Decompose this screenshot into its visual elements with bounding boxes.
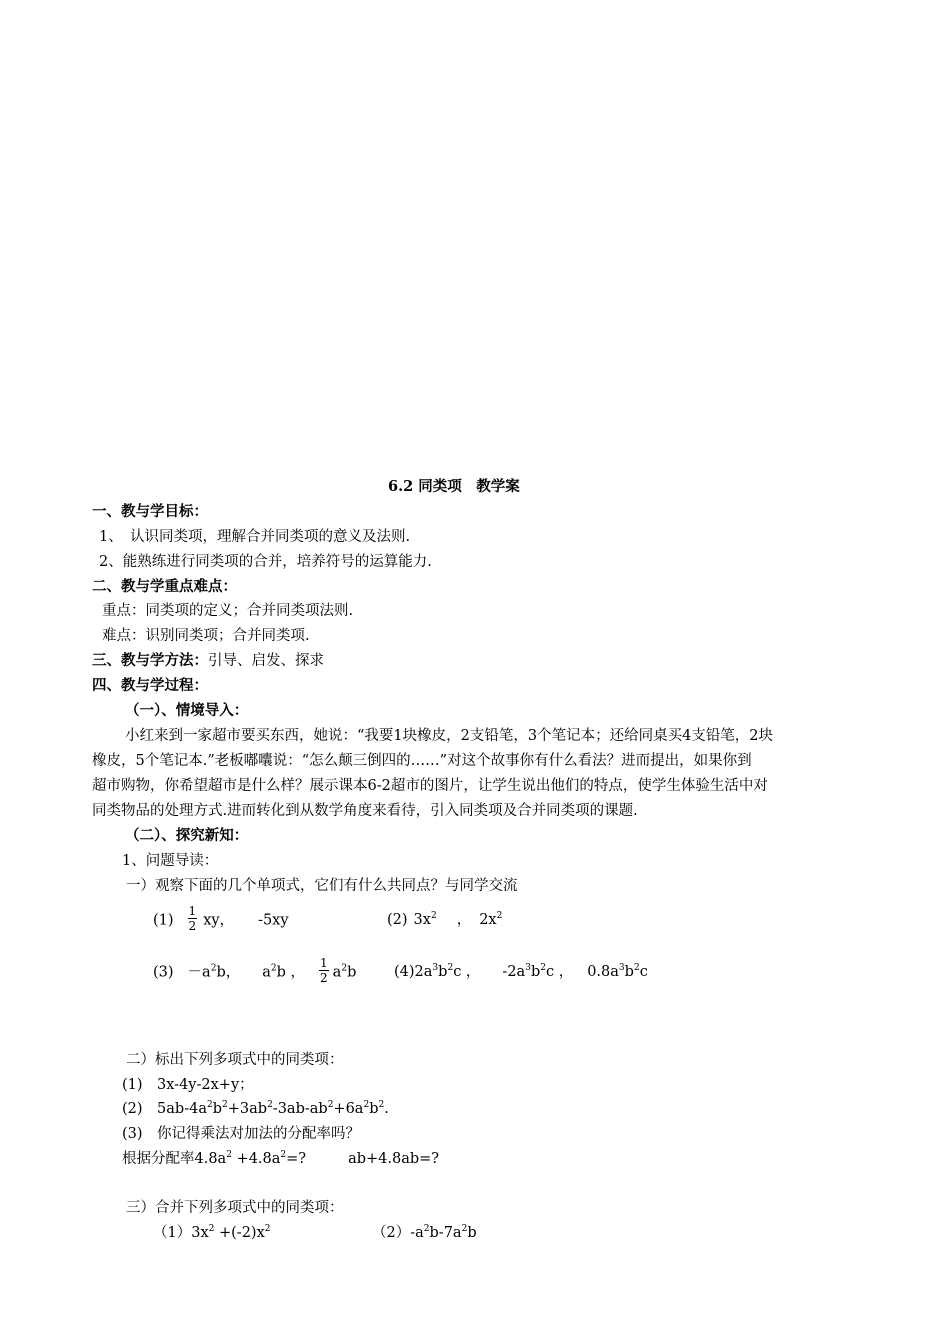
exponent: 3 [432, 963, 439, 974]
monomial-term: －a [187, 964, 211, 981]
expression-part: b-7a [429, 1225, 462, 1241]
subsection-2-heading: （二）、探究新知： [125, 827, 249, 844]
polynomial-part: (2) 5ab-4 [122, 1101, 199, 1117]
group-2-label: (2) [387, 912, 408, 928]
monomial-term: b ， [276, 964, 306, 981]
objective-2: 2、能熟练进行同类项的合并，培养符号的运算能力. [99, 554, 432, 570]
question-2-item-3: (3) 你记得乘法对加法的分配率吗？ [122, 1126, 361, 1142]
polynomial-part: +3 [227, 1101, 250, 1117]
exponent: 2 [378, 1100, 385, 1111]
polynomial-part: a [354, 1101, 364, 1117]
story-line-2: 橡皮，5个笔记本.”老板嘟囔说：“怎么颠三倒四的……”对这个故事你有什么看法？进而提出，如果你到 [92, 753, 752, 769]
expression-part: b [467, 1225, 477, 1241]
polynomial-part: ab [249, 1101, 268, 1117]
exponent: 2 [633, 963, 640, 974]
polynomial-part: b [212, 1101, 223, 1117]
exponent: 2 [222, 1100, 228, 1111]
monomial-term: 0.8a [587, 964, 619, 980]
monomial-term: 3x [413, 912, 431, 928]
distributive-text: =? [286, 1151, 307, 1167]
monomial-group-3 [153, 956, 357, 985]
section-1-heading: 一、教与学目标： [92, 503, 208, 520]
monomial-term: -2a [502, 964, 526, 980]
monomial-group-4 [394, 962, 648, 982]
monomial-term: c [639, 964, 648, 980]
expression-part: （1）3x [153, 1225, 209, 1241]
fraction-numerator: 1 [188, 904, 197, 918]
group-4-label: (4)2a [394, 964, 433, 980]
section-3 [92, 651, 324, 671]
story-line-4: 同类物品的处理方式.进而转化到从数学角度来看待，引入同类项及合并同类项的课题. [92, 803, 638, 819]
polynomial-part: . [384, 1101, 389, 1117]
question-2-item-4 [122, 1149, 439, 1169]
monomial-group-2 [387, 910, 502, 930]
monomial-term: 2x [479, 912, 497, 928]
exponent: 2 [423, 1224, 430, 1235]
exponent: 2 [206, 1100, 213, 1111]
question-2-item-1: (1) 3x-4y-2x+y； [122, 1077, 254, 1093]
monomial-term: b， [216, 964, 241, 981]
exponent: 2 [461, 1224, 468, 1235]
monomial-term: b [624, 964, 634, 980]
monomial-term: c ， [545, 964, 574, 980]
exponent: 2 [447, 963, 454, 974]
fraction-half [188, 904, 198, 933]
exponent: 2 [208, 1224, 215, 1235]
monomial-group-1 [153, 904, 289, 933]
exponent: 3 [618, 963, 625, 974]
monomial-term: c ， [453, 964, 481, 980]
polynomial-part: +6 [333, 1101, 355, 1117]
exponent: 3 [525, 963, 531, 974]
fraction-numerator: 1 [320, 956, 328, 970]
question-2-title: 二）标出下列多项式中的同类项： [126, 1052, 344, 1068]
distributive-text: ab+4.8ab=? [348, 1151, 440, 1167]
distributive-text: 根据分配率4.8a [122, 1151, 227, 1167]
objective-1: 1、 认识同类项，理解合并同类项的意义及法则. [99, 529, 411, 545]
monomial-term: b [438, 964, 448, 980]
exponent: 2 [267, 1100, 273, 1111]
expression-part: +(-2)x [214, 1225, 265, 1241]
monomial-term: a [332, 964, 342, 981]
polynomial-part: -3ab- [272, 1101, 310, 1117]
polynomial-part: b [369, 1101, 379, 1117]
key-point: 重点：同类项的定义；合并同类项法则. [102, 603, 354, 619]
exponent: 2 [363, 1100, 370, 1111]
question-2-item-2 [122, 1099, 389, 1119]
question-3-item-1 [153, 1223, 270, 1243]
subsection-1-heading: （一）、情境导入： [125, 702, 249, 719]
question-guide-title: 1、问题导读： [122, 853, 219, 869]
section-3-text: 引导、启发、探求 [208, 653, 324, 669]
section-4-heading: 四、教与学过程： [92, 677, 208, 694]
exponent: 2 [264, 1224, 271, 1235]
question-3-title: 三）合并下列多项式中的同类项： [126, 1200, 344, 1216]
difficult-point: 难点：识别同类项；合并同类项. [102, 628, 310, 644]
expression-part: （2）-a [372, 1225, 424, 1241]
exponent: 2 [210, 963, 217, 974]
distributive-text: +4.8a [231, 1151, 281, 1167]
section-2-heading: 二、教与学重点难点： [92, 578, 237, 595]
polynomial-part: ab [309, 1101, 328, 1117]
section-3-heading: 三、教与学方法： [92, 652, 208, 669]
story-line-1: 小红来到一家超市要买东西，她说：“我要1块橡皮，2支铅笔，3个笔记本；还给同桌买4支铅笔，2块 [125, 728, 774, 744]
exponent: 2 [280, 1150, 287, 1161]
monomial-term: xy， [203, 912, 235, 929]
question-1-title: 一）观察下面的几个单项式，它们有什么共同点？与同学交流 [126, 878, 518, 894]
page-title: 6.2 同类项 教学案 [388, 478, 520, 495]
exponent: 2 [430, 911, 437, 922]
group-3-label: (3) [153, 964, 174, 981]
separator: ， [456, 912, 472, 928]
monomial-term: b [530, 964, 541, 980]
monomial-term: b [347, 964, 357, 981]
exponent: 2 [341, 963, 348, 974]
monomial-term: -5xy [258, 912, 289, 929]
monomial-term: a [262, 964, 271, 981]
fraction-denominator: 2 [320, 971, 328, 985]
exponent: 2 [540, 963, 546, 974]
fraction-half [319, 956, 329, 985]
story-line-3: 超市购物，你希望超市是什么样？展示课本6-2超市的图片，让学生说出他们的特点，使学生体验生活中对 [92, 778, 768, 794]
question-3-item-2 [372, 1223, 477, 1243]
exponent: 2 [496, 911, 503, 922]
group-1-label: (1) [153, 912, 174, 929]
exponent: 2 [226, 1150, 232, 1161]
polynomial-part: a [198, 1101, 207, 1117]
exponent: 2 [327, 1100, 334, 1111]
exponent: 2 [270, 963, 277, 974]
fraction-denominator: 2 [188, 919, 197, 933]
